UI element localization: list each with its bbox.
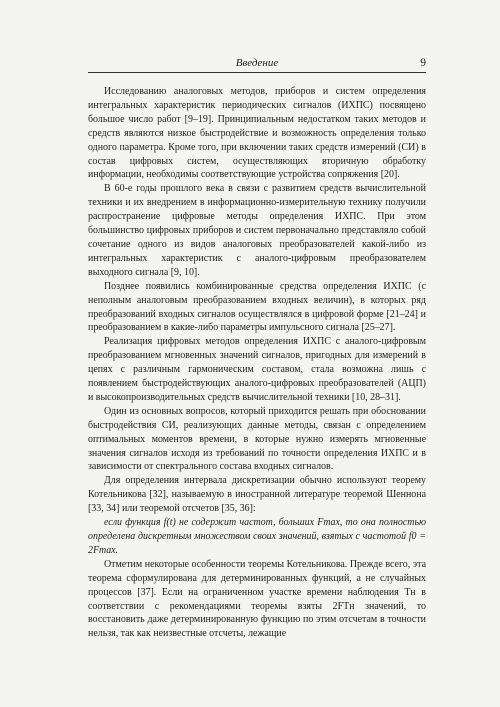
paragraph-sampling-question: Один из основных вопросов, который приходится решать при обосновании быстродействия СИ, реализующих данные методы, связан с определением оптимальных моментов времени, в которые нужно измерять мгновенные значения сигналов исходя из требований по точности определения ИХПС и в зависимости от спектрального состава входных сигналов.	[88, 405, 426, 473]
paragraph-combined-means: Позднее появились комбинированные средства определения ИХПС (с неполным аналоговым преобразованием входных величин), в которых ряд преобразований входных сигналов осуществлялся в цифровой форме [21–24] и преобразованием в какие-либо параметры импульсного сигнала [25–27].	[88, 280, 426, 334]
paragraph-adc-realization: Реализация цифровых методов определения ИХПС с аналого-цифровым преобразованием мгновенных значений сигналов, пригодных для измерений в цепях с различным гармоническим составом, стала возможна лишь с появлением быстродействующих аналого-цифровых преобразователей (АЦП) и высокопроизводительных средств вычислительной техники [10, 28–31].	[88, 336, 426, 403]
running-header	[88, 56, 426, 73]
theorem-statement: если функция f(t) не содержит частот, больших Fmax, то она полностью определена дискретным множеством своих значений, взятых с частотой f0 = 2Fmax.	[88, 517, 426, 556]
paragraph-kotelnikov-intro: Для определения интервала дискретизации обычно используют теорему Котельникова [32], называемую в иностранной литературе теоремой Шеннона [33, 34] или теоремой отсчетов [35, 36]:	[88, 475, 426, 515]
paragraph-analog-methods: Исследованию аналоговых методов, приборов и систем определения интегральных характеристик периодических сигналов (ИХПС) посвящено большое число работ [9–19]. Принципиальным недостатком таких методов и средств являются низкое быстродействие и возможность определения только одного параметра. Кроме того, при включении таких средств измерений (СИ) в состав цифровых систем, осуществляющих вторичную обработку информации, необходимы соответствующие устройства сопряжения [20].	[88, 86, 426, 181]
paragraph-digital-methods: В 60-е годы прошлого века в связи с развитием средств вычислительной техники и их внедрением в информационно-измерительную технику получили распространение цифровые методы определения ИХПС. При этом большинство цифровых приборов и систем первоначально представляло собой сочетание одного из видов аналоговых преобразователей какой-либо из интегральных характеристик с аналого-цифровым преобразователем выходного сигнала [9, 10].	[88, 183, 426, 278]
page-number: 9	[420, 57, 426, 69]
body-text	[88, 85, 426, 641]
running-title: Введение	[235, 57, 279, 69]
paragraph-theorem-features: Отметим некоторые особенности теоремы Котельникова. Прежде всего, эта теорема сформулирована для детерминированных функций, а не случайных процессов [37]. Если на ограниченном участке времени наблюдения Tн в соответствии с рекомендациями теоремы взяты 2FTн значений, то восстановить даже детерминированную функцию по этим отсчетам в точности нельзя, так как неизвестные отсчеты, лежащие	[88, 558, 426, 640]
